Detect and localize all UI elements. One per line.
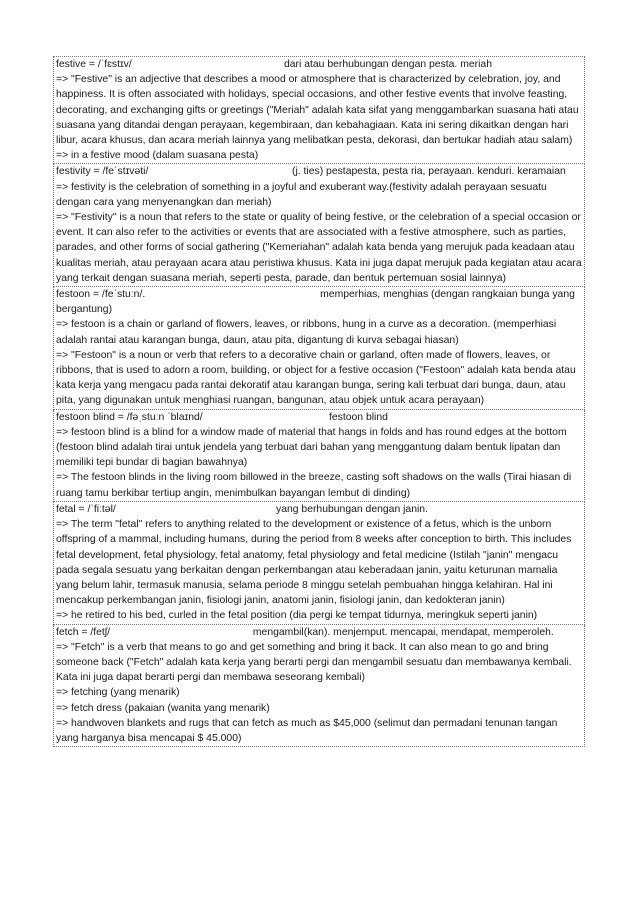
definition-line: => festoon blind is a blind for a window made of material that hangs in folds and has round edges at the bottom (festoon blind adalah tirai untuk jendela yang terbuat dari bahan yang menggantung dalam bentuk lipatan dan memiliki tepi bundar di bagian bawahnya): [56, 426, 567, 469]
entry-fetal: [53, 502, 585, 625]
definition-line: => The term "fetal" refers to anything related to the development or existence of a fetus, which is the unborn offspring of a mammal, including humans, during the period from 8 weeks after conception to birth. This includes fetal development, fetal physiology, fetal anatomy, fetal physiology and fetal medicine (Istilah "janin" mengacu pada segala sesuatu yang berkaitan dengan perkembangan atau keberadaan janin, yaitu keturunan mamalia yang belum lahir, termasuk manusia, selama periode 8 minggu setelah pembuahan hingga kelahiran. Hal ini mencakup perkembangan janin, fisiologi janin, anatomi janin, fisiologi janin, dan kedokteran janin): [56, 519, 572, 607]
translation: festoon blind: [329, 411, 388, 423]
translation: mengambil(kan). menjemput. mencapai, mendapat, memperoleh.: [252, 626, 554, 638]
entry-festivity: [53, 164, 585, 287]
headword: festoon = /feˈstuːn/.: [56, 289, 146, 301]
entry-festoon: [53, 287, 585, 410]
definition-line: => he retired to his bed, curled in the fetal position (dia pergi ke tempat tidurnya, meringkuk seperti janin): [56, 610, 538, 622]
entry-festive: [53, 56, 585, 164]
entry-head: [56, 164, 582, 179]
definition-line: => fetching (yang menarik): [56, 687, 180, 699]
definition-line: => The festoon blinds in the living room billowed in the breeze, casting soft shadows on the walls (Tirai hiasan di ruang tamu berkibar tertiup angin, menimbulkan bayangan lembut di dinding): [56, 472, 572, 499]
definition-line: => "Festive" is an adjective that describes a mood or atmosphere that is characterized by celebration, joy, and happiness. It is often associated with holidays, special occasions, and other festive events that involve feasting, decorating, and exchanging gifts or greetings ("Meriah" adalah kata sifat yang menggambarkan suasana hati atau suasana yang ditandai dengan perayaan, kegembiraan, dan kebahagiaan. Kata ini sering dikaitkan dengan hari libur, acara khusus, dan acara meriah lainnya yang melibatkan pesta, dekorasi, dan bertukar hadiah atau salam): [56, 74, 579, 147]
entry-head: [56, 502, 582, 517]
headword: fetch = /fetʃ/: [56, 626, 111, 638]
headword: festivity = /feˈstɪvəti/: [56, 166, 149, 178]
definition-line: => fetch dress (pakaian (wanita yang menarik): [56, 702, 270, 714]
entry-festoon-blind: [53, 410, 585, 502]
document-page: [53, 56, 585, 747]
definition-line: => "Festivity" is a noun that refers to the state or quality of being festive, or the celebration of a special occasion or event. It can also refer to the activities or events that are associated with a festive atmosphere, such as parties, parades, and other forms of social gathering ("Kemeriahan" adalah kata benda yang merujuk pada keadaan atau kualitas meriah, atau perayaan acara atau peristiwa khusus. Kata ini juga dapat merujuk pada kegiatan atau acara yang terkait dengan suasana meriah, seperti pesta, parade, dan bentuk pertemuan sosial lainnya): [56, 212, 582, 284]
entry-fetch: [53, 625, 585, 748]
translation: (j. ties) pestapesta, pesta ria, perayaan. kenduri. keramaian: [292, 166, 566, 178]
headword: fetal = /ˈfiːtəl/: [56, 503, 116, 515]
entry-head: [56, 625, 582, 640]
translation: dari atau berhubungan dengan pesta. meriah: [284, 59, 492, 70]
definition-line: => festoon is a chain or garland of flowers, leaves, or ribbons, hung in a curve as a decoration. (memperhiasi adalah rantai atau karangan bunga, daun, atau pita, digantung di kurva sebagai hiasan): [56, 319, 557, 346]
translation: yang berhubungan dengan janin.: [276, 503, 428, 515]
headword: festoon blind = /fəˌstuːn ˈblaɪnd/: [56, 411, 203, 423]
definition-line: => festivity is the celebration of something in a joyful and exuberant way.(festivity adalah perayaan sesuatu dengan cara yang menyenangkan dan meriah): [56, 181, 547, 208]
entry-head: [56, 287, 582, 317]
translation: memperhias, menghias (dengan rangkaian bunga yang bergantung): [56, 289, 575, 316]
headword: festive = /ˈfɛstɪv/: [56, 59, 132, 70]
definition-line: => handwoven blankets and rugs that can fetch as much as $45,000 (selimut dan permadani tenunan tangan yang harganya bisa mencapai $ 45.000): [56, 717, 558, 744]
definition-line: => in a festive mood (dalam suasana pesta): [56, 150, 259, 162]
definition-line: => "Fetch" is a verb that means to go and get something and bring it back. It can also mean to go and bring someone back ("Fetch" adalah kata kerja yang berarti pergi dan mengambil sesuatu dan membawanya kembali. Kata ini juga dapat berarti pergi dan membawa seseorang kembali): [56, 641, 572, 684]
definition-line: => "Festoon" is a noun or verb that refers to a decorative chain or garland, often made of flowers, leaves, or ribbons, that is used to adorn a room, building, or object for a festive occasion ("Festoon" adalah kata benda atau kata kerja yang mengacu pada rantai dekoratif atau karangan bunga, sering kali terbuat dari bunga, daun, atau pita, yang digunakan untuk menghiasi ruangan, bangunan, atau objek untuk acara perayaan): [56, 349, 576, 407]
entry-head: [56, 57, 582, 72]
entry-head: [56, 410, 582, 425]
